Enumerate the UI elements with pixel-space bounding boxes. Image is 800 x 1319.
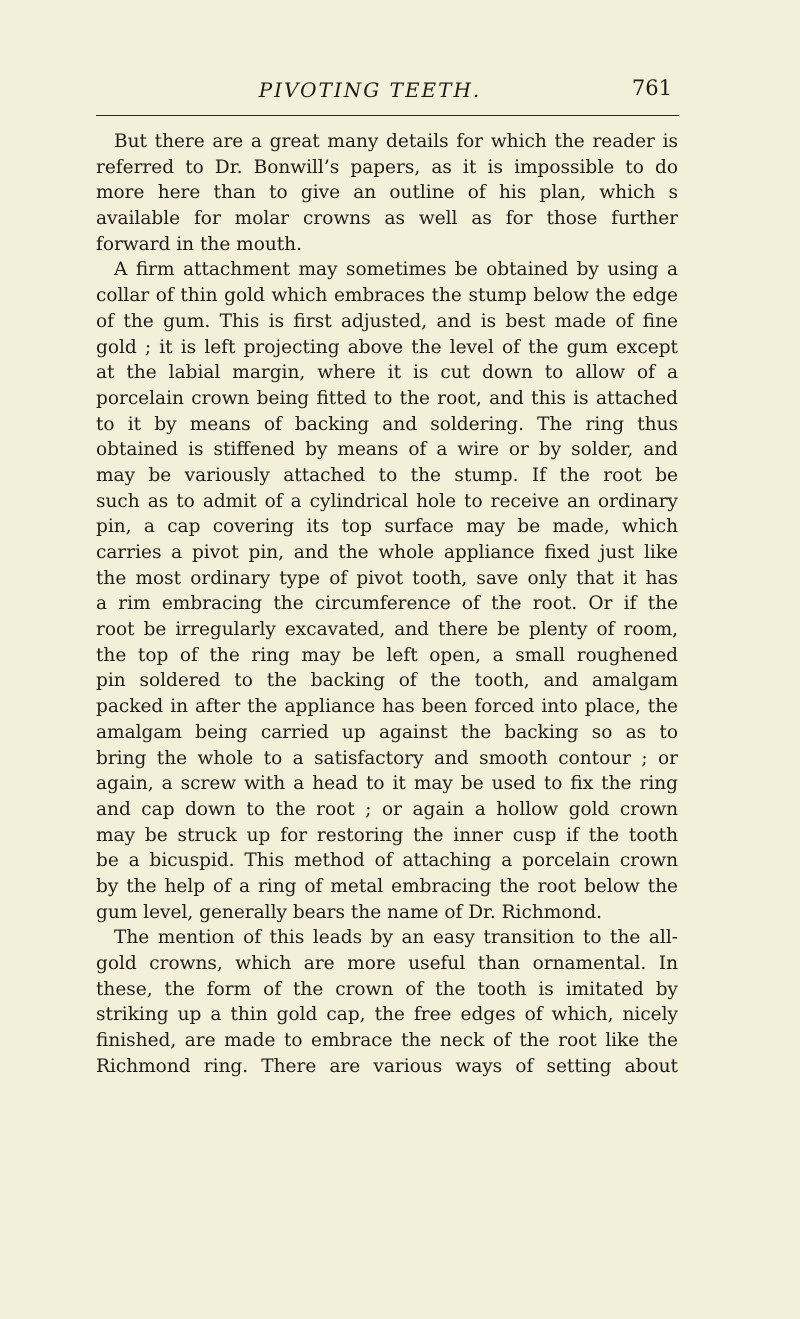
text-line: be a bicuspid. This method of attaching a porcelain crown <box>96 850 678 872</box>
body-text <box>96 129 678 1079</box>
text-line: again, a screw with a head to it may be used to fix the ring <box>96 773 678 795</box>
text-line: The mention of this leads by an easy transition to the all- <box>114 927 678 949</box>
text-line: may be struck up for restoring the inner cusp if the tooth <box>96 824 678 846</box>
text-line: such as to admit of a cylindrical hole to receive an ordinary <box>96 490 678 512</box>
header-rule <box>96 115 679 116</box>
text-line: obtained is stiffened by means of a wire or by solder, and <box>96 439 678 461</box>
text-line: bring the whole to a satisfactory and smooth contour ; or <box>96 747 678 769</box>
text-line: and cap down to the root ; or again a hollow gold crown <box>96 798 678 820</box>
running-head <box>68 76 672 106</box>
text-line: available for molar crowns as well as for those further <box>96 208 678 230</box>
text-line: packed in after the appliance has been forced into place, the <box>96 696 678 718</box>
text-line: A firm attachment may sometimes be obtained by using a <box>114 259 678 281</box>
text-line: referred to Dr. Bonwill’s papers, as it is impossible to do <box>96 156 678 178</box>
text-line: finished, are made to embrace the neck of the root like the <box>96 1030 678 1052</box>
text-line: Richmond ring. There are various ways of setting about <box>96 1055 678 1077</box>
text-line: by the help of a ring of metal embracing the root below the <box>96 875 678 897</box>
text-line: collar of thin gold which embraces the stump below the edge <box>96 285 678 307</box>
text-line: amalgam being carried up against the backing so as to <box>96 721 678 743</box>
page-number: 761 <box>631 76 672 100</box>
text-line: gum level, generally bears the name of Dr. Richmond. <box>96 901 603 923</box>
text-line: gold ; it is left projecting above the level of the gum except <box>96 336 678 358</box>
text-line: the most ordinary type of pivot tooth, save only that it has <box>96 567 678 589</box>
text-line: porcelain crown being fitted to the root, and this is attached <box>96 387 678 409</box>
running-title: PIVOTING TEETH. <box>258 78 482 102</box>
text-line: carries a pivot pin, and the whole appliance fixed just like <box>96 542 678 563</box>
text-line: at the labial margin, where it is cut down to allow of a <box>96 362 678 384</box>
text-line: may be variously attached to the stump. If the root be <box>96 464 678 486</box>
text-line: gold crowns, which are more useful than ornamental. In <box>96 953 678 974</box>
text-line: to it by means of backing and soldering. The ring thus <box>96 413 678 435</box>
text-line: But there are a great many details for which the reader is <box>114 131 678 152</box>
text-line: striking up a thin gold cap, the free edges of which, nicely <box>96 1004 678 1026</box>
text-line: root be irregularly excavated, and there be plenty of room, <box>96 619 678 641</box>
text-line: a rim embracing the circumference of the root. Or if the <box>96 593 678 615</box>
text-line: pin, a cap covering its top surface may be made, which <box>96 516 678 538</box>
text-line: these, the form of the crown of the tooth is imitated by <box>96 978 678 1000</box>
text-line: forward in the mouth. <box>96 233 302 255</box>
text-line: of the gum. This is first adjusted, and is best made of fine <box>96 310 678 332</box>
text-line: more here than to give an outline of his plan, which s <box>96 182 678 204</box>
text-line: pin soldered to the backing of the tooth, and amalgam <box>96 670 678 692</box>
text-line: the top of the ring may be left open, a small roughened <box>96 644 678 666</box>
